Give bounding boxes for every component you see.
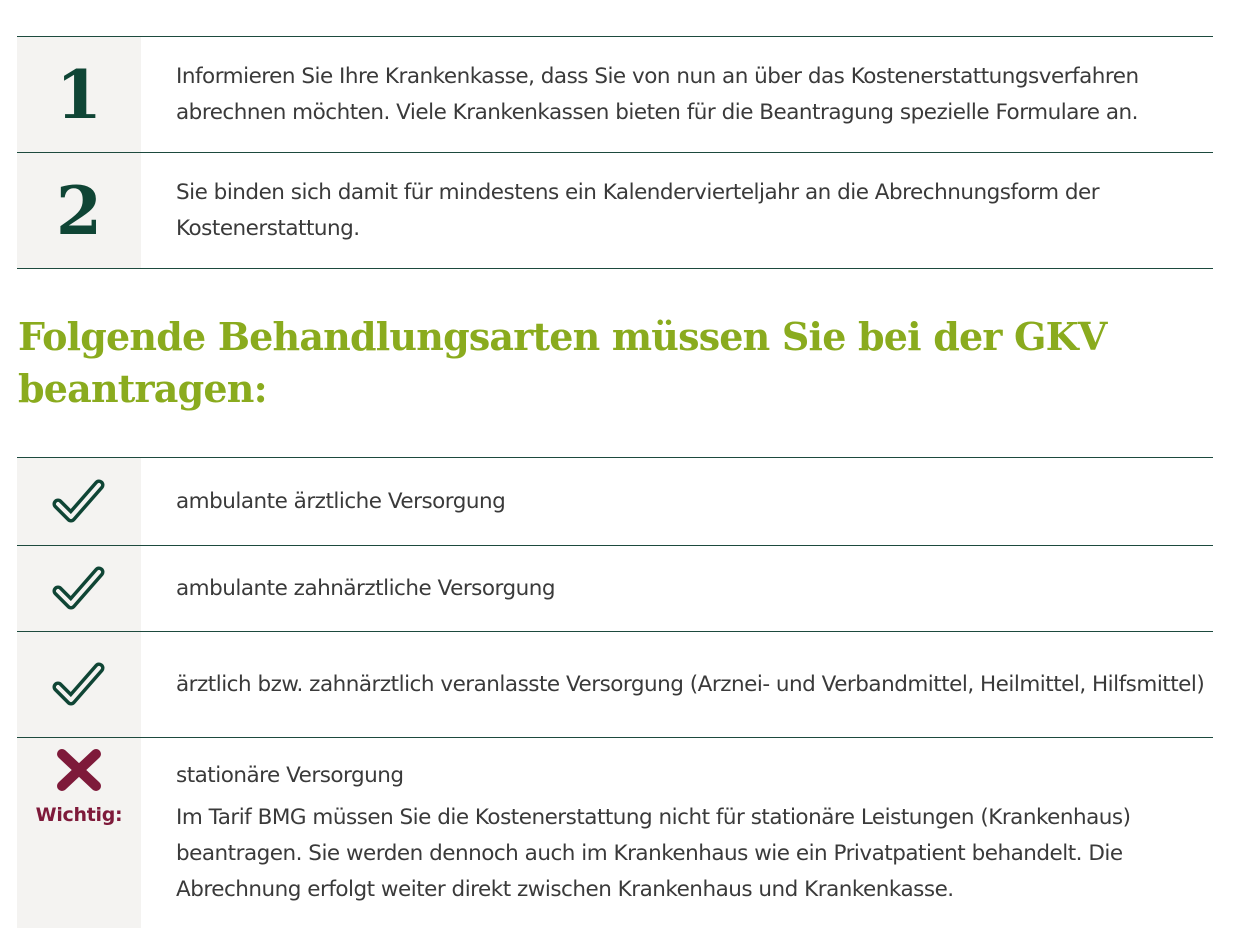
treatment-text-cell bbox=[141, 738, 1213, 928]
treatment-text-cell bbox=[141, 458, 1213, 545]
step-number-cell bbox=[17, 37, 141, 152]
treatment-text-cell bbox=[141, 546, 1213, 631]
step-row bbox=[17, 153, 1213, 269]
treatment-text: ambulante zahnärztliche Versorgung bbox=[176, 575, 556, 601]
check-icon bbox=[17, 632, 141, 737]
check-icon bbox=[17, 458, 141, 545]
check-icon-svg bbox=[52, 477, 106, 527]
check-icon-svg bbox=[52, 564, 106, 614]
step-text: Informieren Sie Ihre Krankenkasse, dass Sie von nun an über das Kostenerstattungsverfahren abrechnen möchten. Viele Krankenkassen bieten für die Beantragung spezielle Formulare an. bbox=[176, 63, 1139, 125]
wichtig-label: Wichtig: bbox=[35, 804, 123, 826]
treatment-row bbox=[17, 738, 1213, 928]
treatment-text: ambulante ärztliche Versorgung bbox=[176, 488, 506, 514]
step-text-cell bbox=[141, 37, 1213, 152]
step-number: 1 bbox=[56, 55, 102, 134]
cross-icon bbox=[54, 748, 104, 792]
step-text-cell bbox=[141, 153, 1213, 268]
cross-icon-cell bbox=[17, 738, 141, 928]
step-row bbox=[17, 37, 1213, 153]
treatments-table bbox=[17, 457, 1213, 928]
section-heading: Folgende Behandlungsarten müssen Sie bei der GKV beantragen: bbox=[18, 314, 1107, 411]
treatment-text: ärztlich bzw. zahnärztlich veranlasste Versorgung (Arznei- und Verbandmittel, Heilmittel, Hilfsmittel) bbox=[176, 671, 1205, 697]
treatment-row bbox=[17, 546, 1213, 632]
treatment-row bbox=[17, 632, 1213, 738]
steps-table bbox=[17, 36, 1213, 269]
step-number-cell bbox=[17, 153, 141, 268]
treatment-row bbox=[17, 458, 1213, 546]
important-note: Im Tarif BMG müssen Sie die Kostenerstattung nicht für stationäre Leistungen (Krankenhaus) beantragen. Sie werden dennoch auch im Krankenhaus wie ein Privatpatient behandelt. Die Abrechnung erfolgt weiter direkt zwischen Krankenhaus und Krankenkasse. bbox=[176, 805, 1131, 902]
step-number: 2 bbox=[56, 171, 102, 250]
treatment-text-cell bbox=[141, 632, 1213, 737]
check-icon bbox=[17, 546, 141, 631]
treatment-text: stationäre Versorgung bbox=[176, 763, 404, 788]
step-text: Sie binden sich damit für mindestens ein Kalendervierteljahr an die Abrechnungsform der Kostenerstattung. bbox=[176, 179, 1100, 241]
check-icon-svg bbox=[52, 660, 106, 710]
